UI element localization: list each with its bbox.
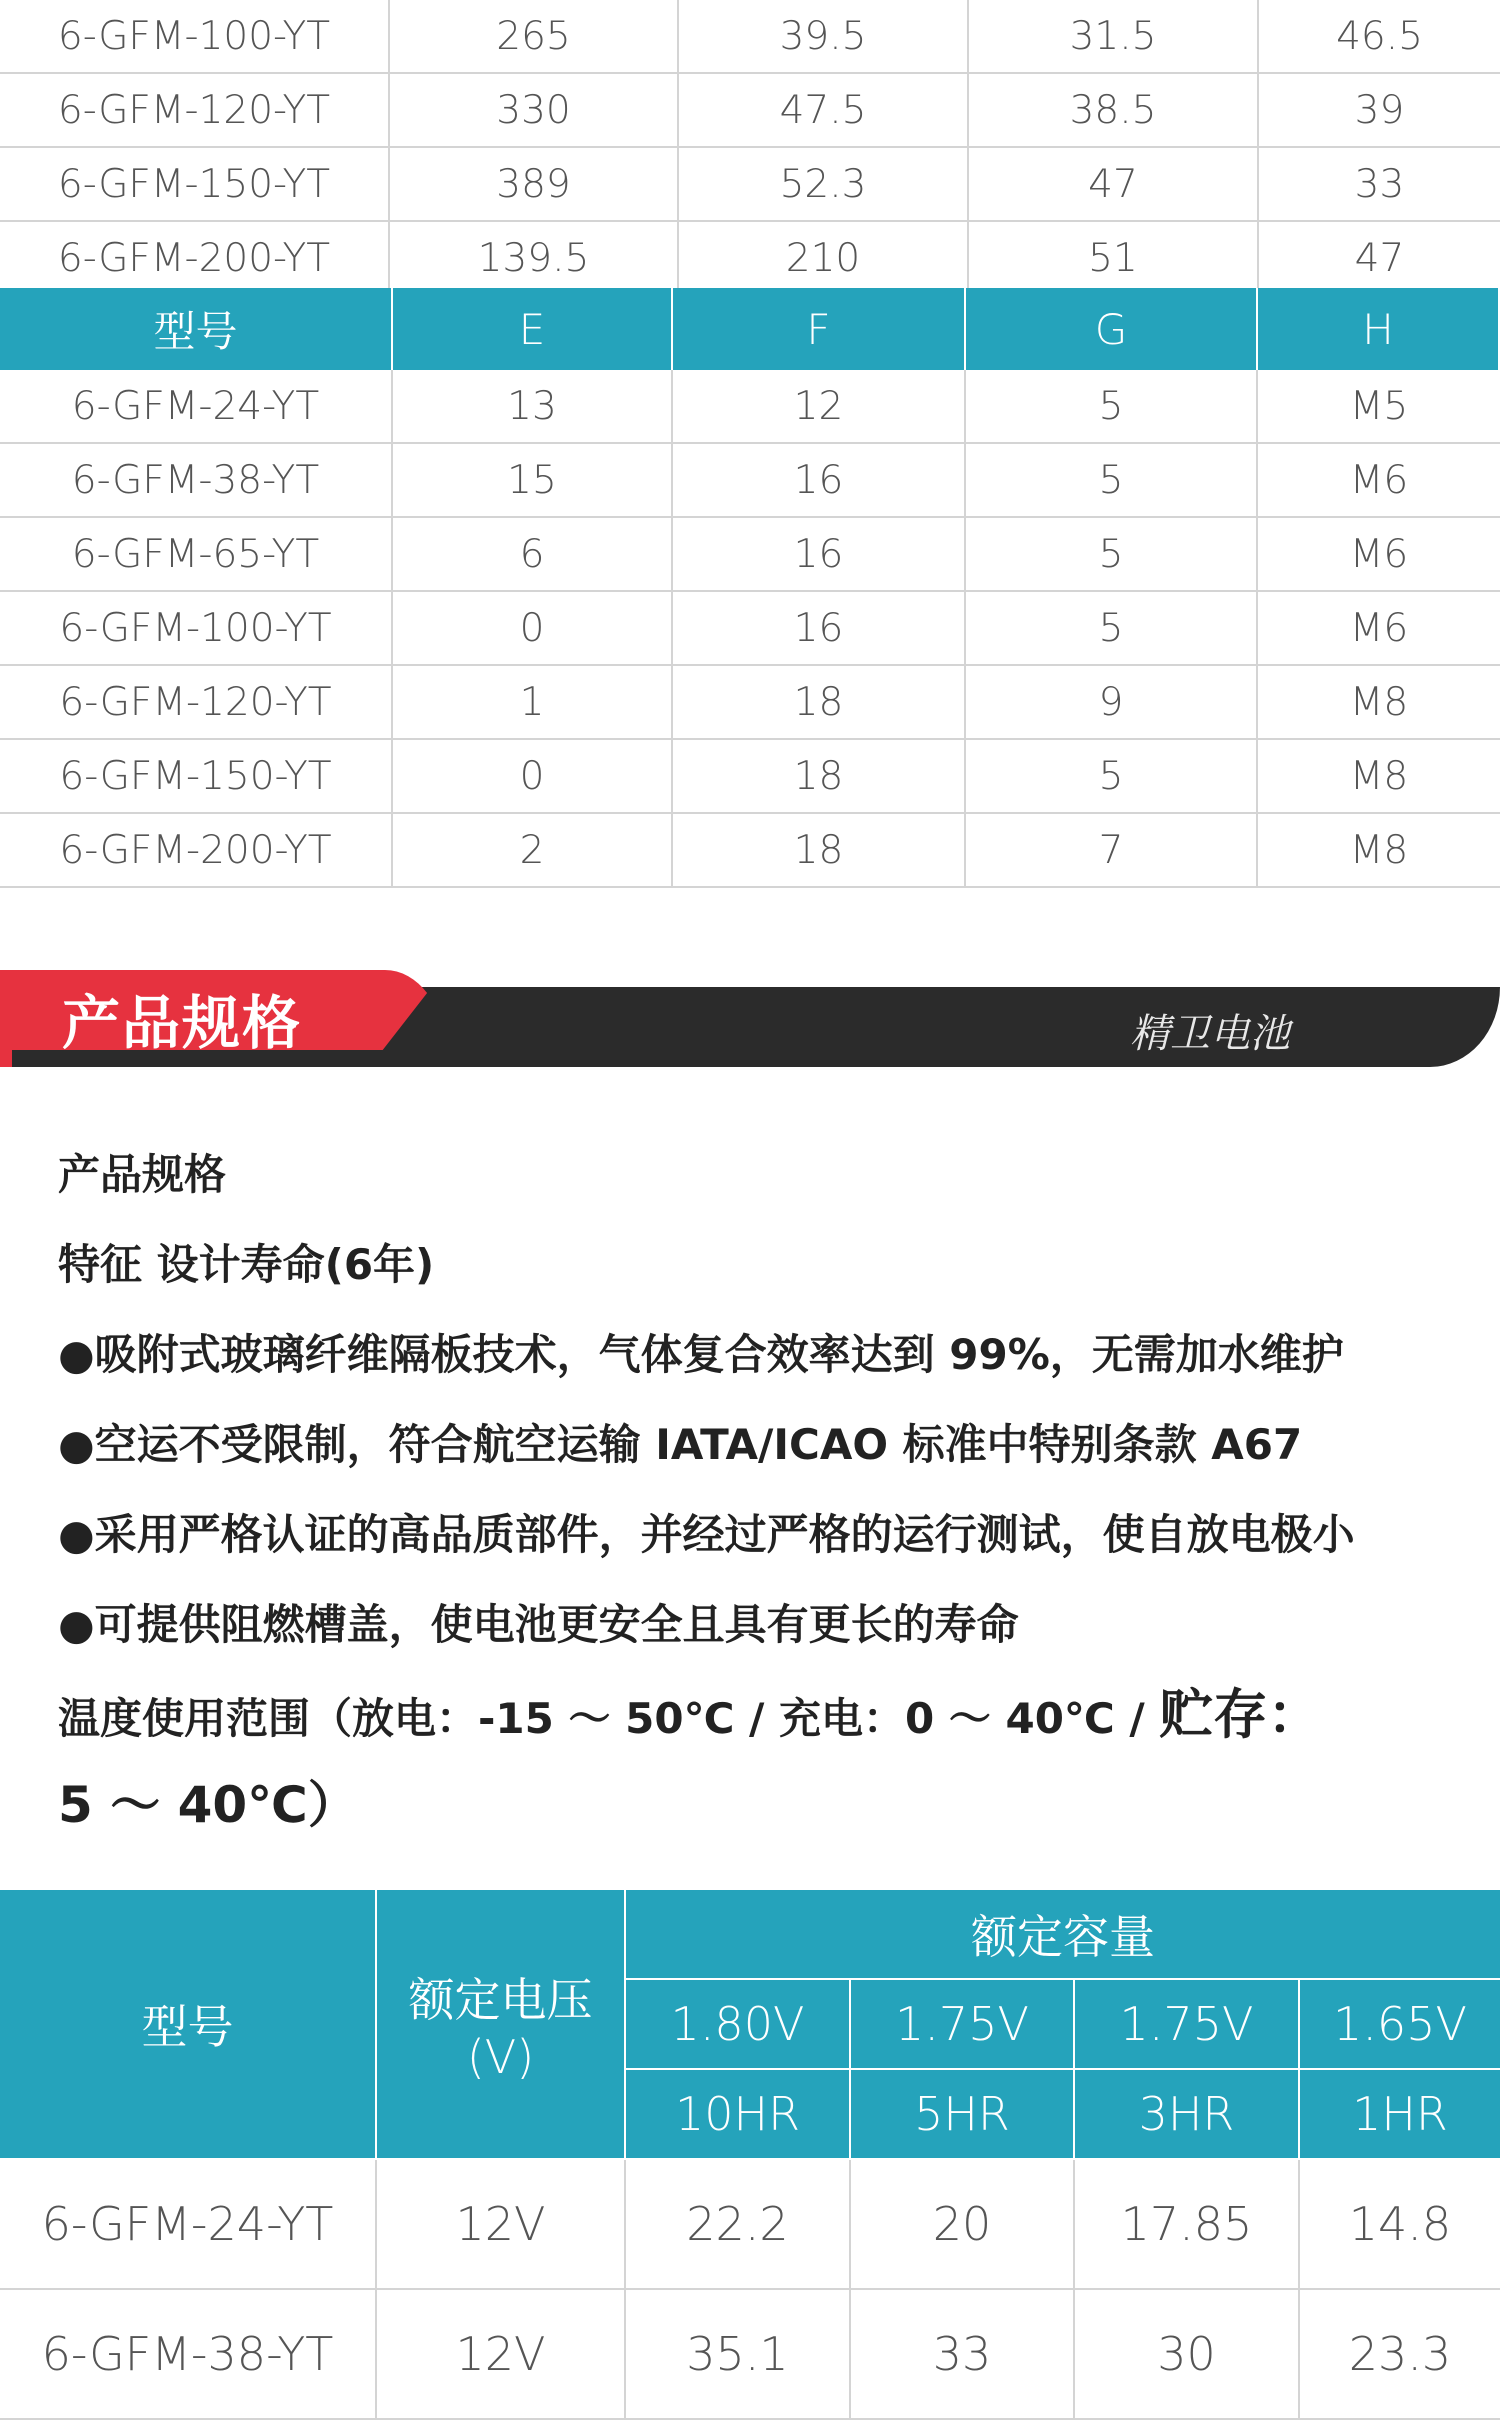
header-cell-voltage: 额定电压(V) <box>377 1890 626 2160</box>
value-cell: 20 <box>851 2160 1075 2288</box>
value-cell: 330 <box>390 74 679 146</box>
header-cell-rate: 10HR <box>626 2070 851 2160</box>
value-cell: 16 <box>673 518 966 590</box>
value-cell: 6 <box>393 518 673 590</box>
spec-bullet: ●可提供阻燃槽盖，使电池更安全且具有更长的寿命 <box>58 1600 1019 1649</box>
value-cell: 17.85 <box>1075 2160 1300 2288</box>
dimensions-table-efgh <box>0 288 1500 888</box>
table-row <box>0 518 1500 592</box>
model-cell: 6-GFM-65-YT <box>0 518 393 590</box>
value-cell: 31.5 <box>969 0 1259 72</box>
table-row <box>0 740 1500 814</box>
value-cell: 30 <box>1075 2290 1300 2418</box>
model-cell: 6-GFM-150-YT <box>0 148 390 220</box>
table-row <box>0 592 1500 666</box>
model-cell: 6-GFM-200-YT <box>0 814 393 886</box>
header-cell-model: 型号 <box>0 288 393 370</box>
value-cell: 47 <box>969 148 1259 220</box>
capacity-table-header <box>0 1890 1500 2160</box>
value-cell: 210 <box>679 222 969 294</box>
table-row <box>0 222 1500 296</box>
spec-bullet: ●空运不受限制，符合航空运输 IATA/ICAO 标准中特别条款 A67 <box>58 1420 1303 1469</box>
value-cell: 16 <box>673 444 966 516</box>
table-row <box>0 2160 1500 2290</box>
value-cell: 0 <box>393 740 673 812</box>
model-cell: 6-GFM-200-YT <box>0 222 390 294</box>
value-cell: M6 <box>1349 531 1409 577</box>
value-cell: 139.5 <box>390 222 679 294</box>
table-row <box>0 814 1500 888</box>
value-cell: 23.3 <box>1348 2327 1452 2381</box>
spec-description <box>58 1140 1498 1860</box>
model-cell: 6-GFM-150-YT <box>0 740 393 812</box>
header-cell-g: G <box>966 288 1258 370</box>
model-cell: 6-GFM-120-YT <box>0 666 393 738</box>
model-cell: 6-GFM-38-YT <box>0 444 393 516</box>
table-row <box>0 74 1500 148</box>
value-cell: 9 <box>966 666 1258 738</box>
value-cell: 5 <box>966 444 1258 516</box>
value-cell: 15 <box>393 444 673 516</box>
spec-temperature <box>58 1680 1498 1770</box>
banner-brand: 精卫电池 <box>1130 1011 1290 1057</box>
header-cell-rate: 1HR <box>1300 2070 1500 2160</box>
value-cell: 47.5 <box>679 74 969 146</box>
header-cell-model: 型号 <box>0 1890 377 2160</box>
model-cell: 6-GFM-120-YT <box>0 74 390 146</box>
model-cell: 6-GFM-100-YT <box>0 592 393 664</box>
capacity-table <box>0 1890 1500 2420</box>
value-cell: 33 <box>1354 161 1405 207</box>
model-cell: 6-GFM-38-YT <box>0 2290 377 2418</box>
banner-title: 产品规格 <box>62 989 303 1057</box>
value-cell: 47 <box>1354 235 1405 281</box>
value-cell: M6 <box>1349 457 1409 503</box>
value-cell: 1 <box>393 666 673 738</box>
header-cell-rate: 3HR <box>1075 2070 1300 2160</box>
value-cell: 39.5 <box>679 0 969 72</box>
value-cell: 12V <box>377 2160 626 2288</box>
table-row <box>0 444 1500 518</box>
header-cell-rate: 5HR <box>851 2070 1075 2160</box>
section-banner <box>0 970 1500 1067</box>
value-cell: M8 <box>1349 827 1409 873</box>
value-cell: 5 <box>966 740 1258 812</box>
value-cell: M8 <box>1349 679 1409 725</box>
spec-bullet: ●吸附式玻璃纤维隔板技术，气体复合效率达到 99%，无需加水维护 <box>58 1330 1344 1379</box>
value-cell: 18 <box>673 666 966 738</box>
header-cell-h: H <box>1258 288 1500 370</box>
value-cell: 14.8 <box>1348 2197 1452 2251</box>
table-row <box>0 370 1500 444</box>
header-cell-cutoff-voltage: 1.80V <box>626 1980 851 2070</box>
value-cell: 18 <box>673 740 966 812</box>
table-row <box>0 2290 1500 2420</box>
value-cell: 22.2 <box>626 2160 851 2288</box>
value-cell: 51 <box>969 222 1259 294</box>
value-cell: 0 <box>393 592 673 664</box>
table-row <box>0 0 1500 74</box>
header-cell-cutoff-voltage: 1.65V <box>1300 1980 1500 2070</box>
model-cell: 6-GFM-24-YT <box>0 370 393 442</box>
value-cell: 16 <box>673 592 966 664</box>
header-cell-cutoff-voltage: 1.75V <box>1075 1980 1300 2070</box>
value-cell: 2 <box>393 814 673 886</box>
value-cell: 12V <box>377 2290 626 2418</box>
spec-bullet: ●采用严格认证的高品质部件，并经过严格的运行测试，使自放电极小 <box>58 1510 1355 1559</box>
value-cell: 7 <box>966 814 1258 886</box>
table-row <box>0 666 1500 740</box>
temperature-range: 温度使用范围（放电：-15 ～ 50℃ / 充电：0 ～ 40℃ / <box>58 1694 1160 1743</box>
value-cell: M6 <box>1349 605 1409 651</box>
banner-red-edge <box>0 1050 12 1067</box>
header-cell-f: F <box>673 288 966 370</box>
value-cell: M8 <box>1349 753 1409 799</box>
model-cell: 6-GFM-24-YT <box>0 2160 377 2288</box>
table-header-row <box>0 288 1500 370</box>
dimensions-table-top <box>0 0 1500 296</box>
value-cell: 35.1 <box>626 2290 851 2418</box>
value-cell: 5 <box>966 592 1258 664</box>
value-cell: 39 <box>1354 87 1405 133</box>
model-cell: 6-GFM-100-YT <box>0 0 390 72</box>
header-cell-cutoff-voltage: 1.75V <box>851 1980 1075 2070</box>
value-cell: 5 <box>966 370 1258 442</box>
spec-heading: 产品规格 <box>58 1150 227 1199</box>
value-cell: 5 <box>966 518 1258 590</box>
value-cell: 33 <box>851 2290 1075 2418</box>
temperature-storage-label: 贮存： <box>1159 1683 1322 1746</box>
value-cell: M5 <box>1349 383 1409 429</box>
spec-feature: 特征 设计寿命(6年) <box>58 1240 435 1289</box>
value-cell: 38.5 <box>969 74 1259 146</box>
header-cell-capacity: 额定容量 <box>626 1890 1500 1980</box>
table-row <box>0 148 1500 222</box>
value-cell: 18 <box>673 814 966 886</box>
value-cell: 13 <box>393 370 673 442</box>
spec-temperature-storage: 5 ～ 40℃） <box>58 1776 358 1834</box>
value-cell: 12 <box>673 370 966 442</box>
value-cell: 389 <box>390 148 679 220</box>
value-cell: 46.5 <box>1336 13 1423 59</box>
value-cell: 52.3 <box>679 148 969 220</box>
header-cell-e: E <box>393 288 673 370</box>
value-cell: 265 <box>390 0 679 72</box>
